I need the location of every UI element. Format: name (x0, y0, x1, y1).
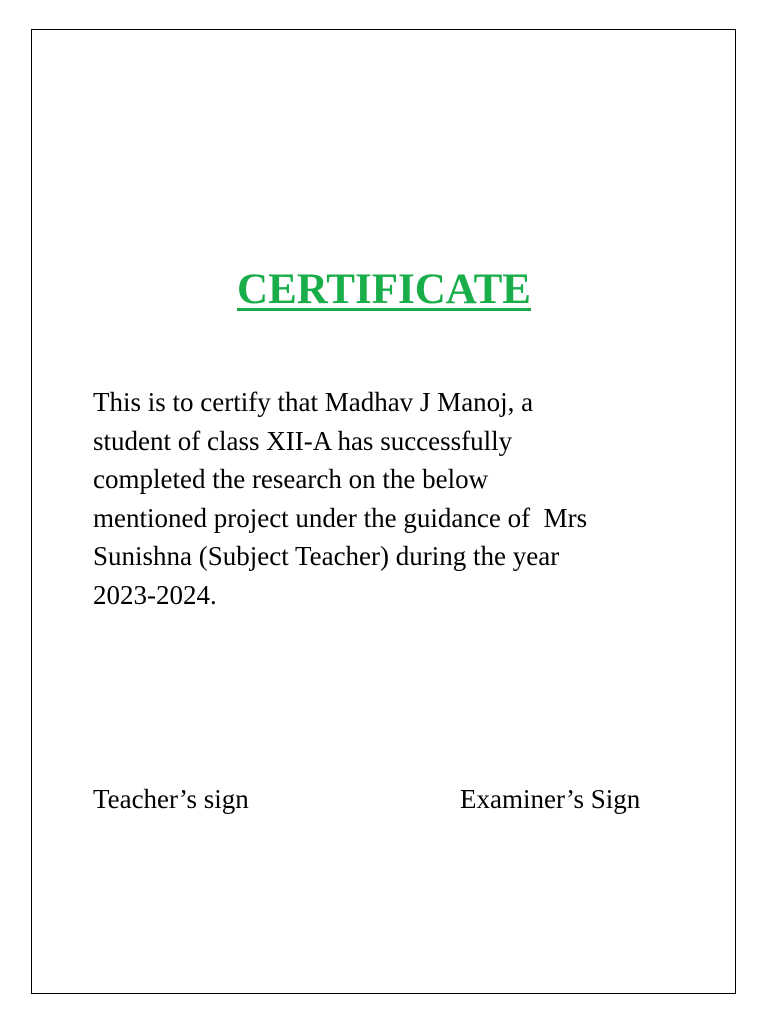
body-line: completed the research on the below (93, 464, 489, 494)
certificate-title-text: CERTIFICATE (237, 266, 531, 313)
body-line: 2023-2024. (93, 579, 217, 610)
certificate-body (93, 383, 693, 614)
body-line: Sunishna (Subject Teacher) during the year (93, 541, 560, 571)
examiner-sign-label: Examiner’s Sign (460, 784, 641, 814)
body-line: student of class XII-A has successfully (93, 425, 513, 456)
body-line: mentioned project under the guidance of Mrs (93, 502, 588, 533)
certificate-title (0, 262, 768, 318)
body-line: This is to certify that Madhav J Manoj, a (93, 387, 534, 417)
teacher-sign-label: Teacher’s sign (93, 784, 249, 814)
